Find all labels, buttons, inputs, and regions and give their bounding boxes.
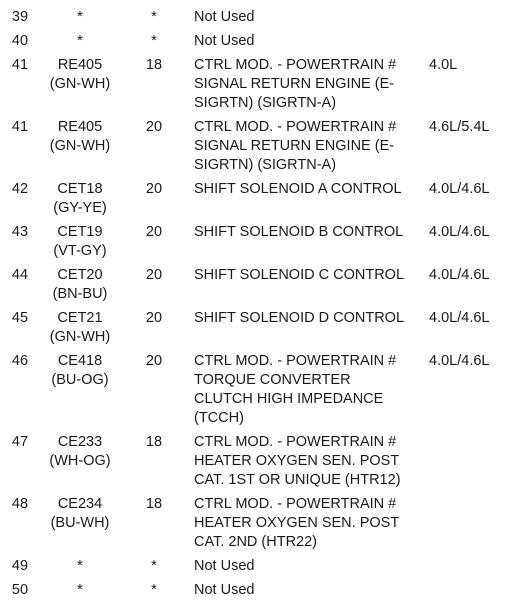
circuit-line: RE405: [57, 119, 103, 135]
wire-gauge: *: [151, 558, 157, 574]
table-row: [0, 581, 519, 605]
function-line: HEATER OXYGEN SEN. POST: [194, 515, 400, 531]
circuit-line: CET21: [57, 310, 103, 326]
circuit-cell: [34, 495, 126, 533]
circuit-line: CET20: [57, 267, 103, 283]
wire-gauge: 20: [145, 119, 163, 135]
table-row: [0, 223, 519, 266]
circuit-cell: [34, 32, 126, 51]
wire-gauge: 20: [145, 267, 163, 283]
circuit-cell: [34, 118, 126, 156]
circuit-line: (WH-OG): [49, 453, 111, 469]
engine-applicability: 4.0L/4.6L: [429, 267, 490, 283]
circuit-function: [194, 495, 426, 552]
wire-gauge: 18: [145, 496, 163, 512]
function-line: Not Used: [194, 582, 255, 598]
pin-number: 43: [11, 224, 29, 240]
table-row: [0, 309, 519, 352]
wire-gauge: 18: [145, 434, 163, 450]
function-line: SHIFT SOLENOID D CONTROL: [194, 310, 405, 326]
function-line: CTRL MOD. - POWERTRAIN #: [194, 119, 397, 135]
table-row: [0, 352, 519, 433]
function-line: CAT. 1ST OR UNIQUE (HTR12): [194, 472, 401, 488]
circuit-line: (BN-BU): [52, 286, 108, 302]
pin-number: 41: [11, 57, 29, 73]
circuit-function: [194, 266, 426, 285]
function-line: CLUTCH HIGH IMPEDANCE: [194, 391, 384, 407]
circuit-line: (VT-GY): [53, 243, 107, 259]
function-line: Not Used: [194, 9, 255, 25]
pin-number: 47: [11, 434, 29, 450]
wire-gauge: *: [151, 33, 157, 49]
circuit-cell: [34, 352, 126, 390]
circuit-function: [194, 118, 426, 175]
circuit-cell: [34, 433, 126, 471]
pin-number: 40: [11, 33, 29, 49]
function-line: SIGNAL RETURN ENGINE (E-: [194, 76, 395, 92]
pin-number: 46: [11, 353, 29, 369]
engine-applicability: 4.0L/4.6L: [429, 181, 490, 197]
circuit-line: CE234: [57, 496, 103, 512]
circuit-function: [194, 581, 426, 600]
circuit-line: (BU-WH): [50, 515, 110, 531]
table-row: [0, 56, 519, 118]
function-line: SHIFT SOLENOID C CONTROL: [194, 267, 405, 283]
function-line: Not Used: [194, 558, 255, 574]
circuit-line: CE418: [57, 353, 103, 369]
pin-number: 45: [11, 310, 29, 326]
table-row: [0, 118, 519, 180]
function-line: CTRL MOD. - POWERTRAIN #: [194, 57, 397, 73]
circuit-cell: [34, 8, 126, 27]
wire-gauge: 20: [145, 310, 163, 326]
engine-applicability: 4.0L/4.6L: [429, 353, 490, 369]
pin-number: 39: [11, 9, 29, 25]
circuit-function: [194, 557, 426, 576]
function-line: SHIFT SOLENOID B CONTROL: [194, 224, 404, 240]
circuit-cell: [34, 557, 126, 576]
function-line: HEATER OXYGEN SEN. POST: [194, 453, 400, 469]
function-line: SIGNAL RETURN ENGINE (E-: [194, 138, 395, 154]
function-line: SIGRTN) (SIGRTN-A): [194, 95, 337, 111]
engine-applicability: 4.6L/5.4L: [429, 119, 490, 135]
pin-number: 49: [11, 558, 29, 574]
circuit-cell: [34, 581, 126, 600]
pin-number: 48: [11, 496, 29, 512]
wire-gauge: 18: [145, 57, 163, 73]
circuit-line: RE405: [57, 57, 103, 73]
engine-applicability: 4.0L/4.6L: [429, 310, 490, 326]
circuit-line: *: [77, 582, 83, 598]
circuit-function: [194, 180, 426, 199]
pin-number: 50: [11, 582, 29, 598]
circuit-function: [194, 433, 426, 490]
circuit-cell: [34, 266, 126, 304]
function-line: SIGRTN) (SIGRTN-A): [194, 157, 337, 173]
circuit-function: [194, 352, 426, 428]
table-row: [0, 266, 519, 309]
circuit-function: [194, 8, 426, 27]
circuit-line: *: [77, 33, 83, 49]
table-row: [0, 180, 519, 223]
circuit-line: (GY-YE): [53, 200, 107, 216]
engine-applicability: 4.0L: [429, 57, 458, 73]
circuit-line: (GN-WH): [49, 329, 111, 345]
pin-number: 41: [11, 119, 29, 135]
table-row: [0, 495, 519, 557]
wire-gauge: 20: [145, 181, 163, 197]
function-line: TORQUE CONVERTER: [194, 372, 351, 388]
circuit-cell: [34, 56, 126, 94]
function-line: CTRL MOD. - POWERTRAIN #: [194, 496, 397, 512]
circuit-cell: [34, 309, 126, 347]
table-row: [0, 8, 519, 32]
function-line: CAT. 2ND (HTR22): [194, 534, 317, 550]
circuit-function: [194, 309, 426, 328]
circuit-line: *: [77, 558, 83, 574]
wire-gauge: 20: [145, 224, 163, 240]
circuit-line: (BU-OG): [51, 372, 109, 388]
circuit-line: CE233: [57, 434, 103, 450]
function-line: CTRL MOD. - POWERTRAIN #: [194, 434, 397, 450]
circuit-line: *: [77, 9, 83, 25]
circuit-function: [194, 56, 426, 113]
wire-gauge: *: [151, 9, 157, 25]
wire-gauge: *: [151, 582, 157, 598]
pin-number: 42: [11, 181, 29, 197]
function-line: CTRL MOD. - POWERTRAIN #: [194, 353, 397, 369]
circuit-line: (GN-WH): [49, 76, 111, 92]
table-row: [0, 32, 519, 56]
circuit-function: [194, 32, 426, 51]
wire-gauge: 20: [145, 353, 163, 369]
function-line: (TCCH): [194, 410, 244, 426]
table-row: [0, 433, 519, 495]
table-row: [0, 557, 519, 581]
engine-applicability: 4.0L/4.6L: [429, 224, 490, 240]
circuit-function: [194, 223, 426, 242]
circuit-line: CET18: [57, 181, 103, 197]
pin-table: [0, 8, 519, 605]
circuit-cell: [34, 223, 126, 261]
circuit-line: CET19: [57, 224, 103, 240]
pin-number: 44: [11, 267, 29, 283]
function-line: SHIFT SOLENOID A CONTROL: [194, 181, 402, 197]
circuit-cell: [34, 180, 126, 218]
circuit-line: (GN-WH): [49, 138, 111, 154]
function-line: Not Used: [194, 33, 255, 49]
